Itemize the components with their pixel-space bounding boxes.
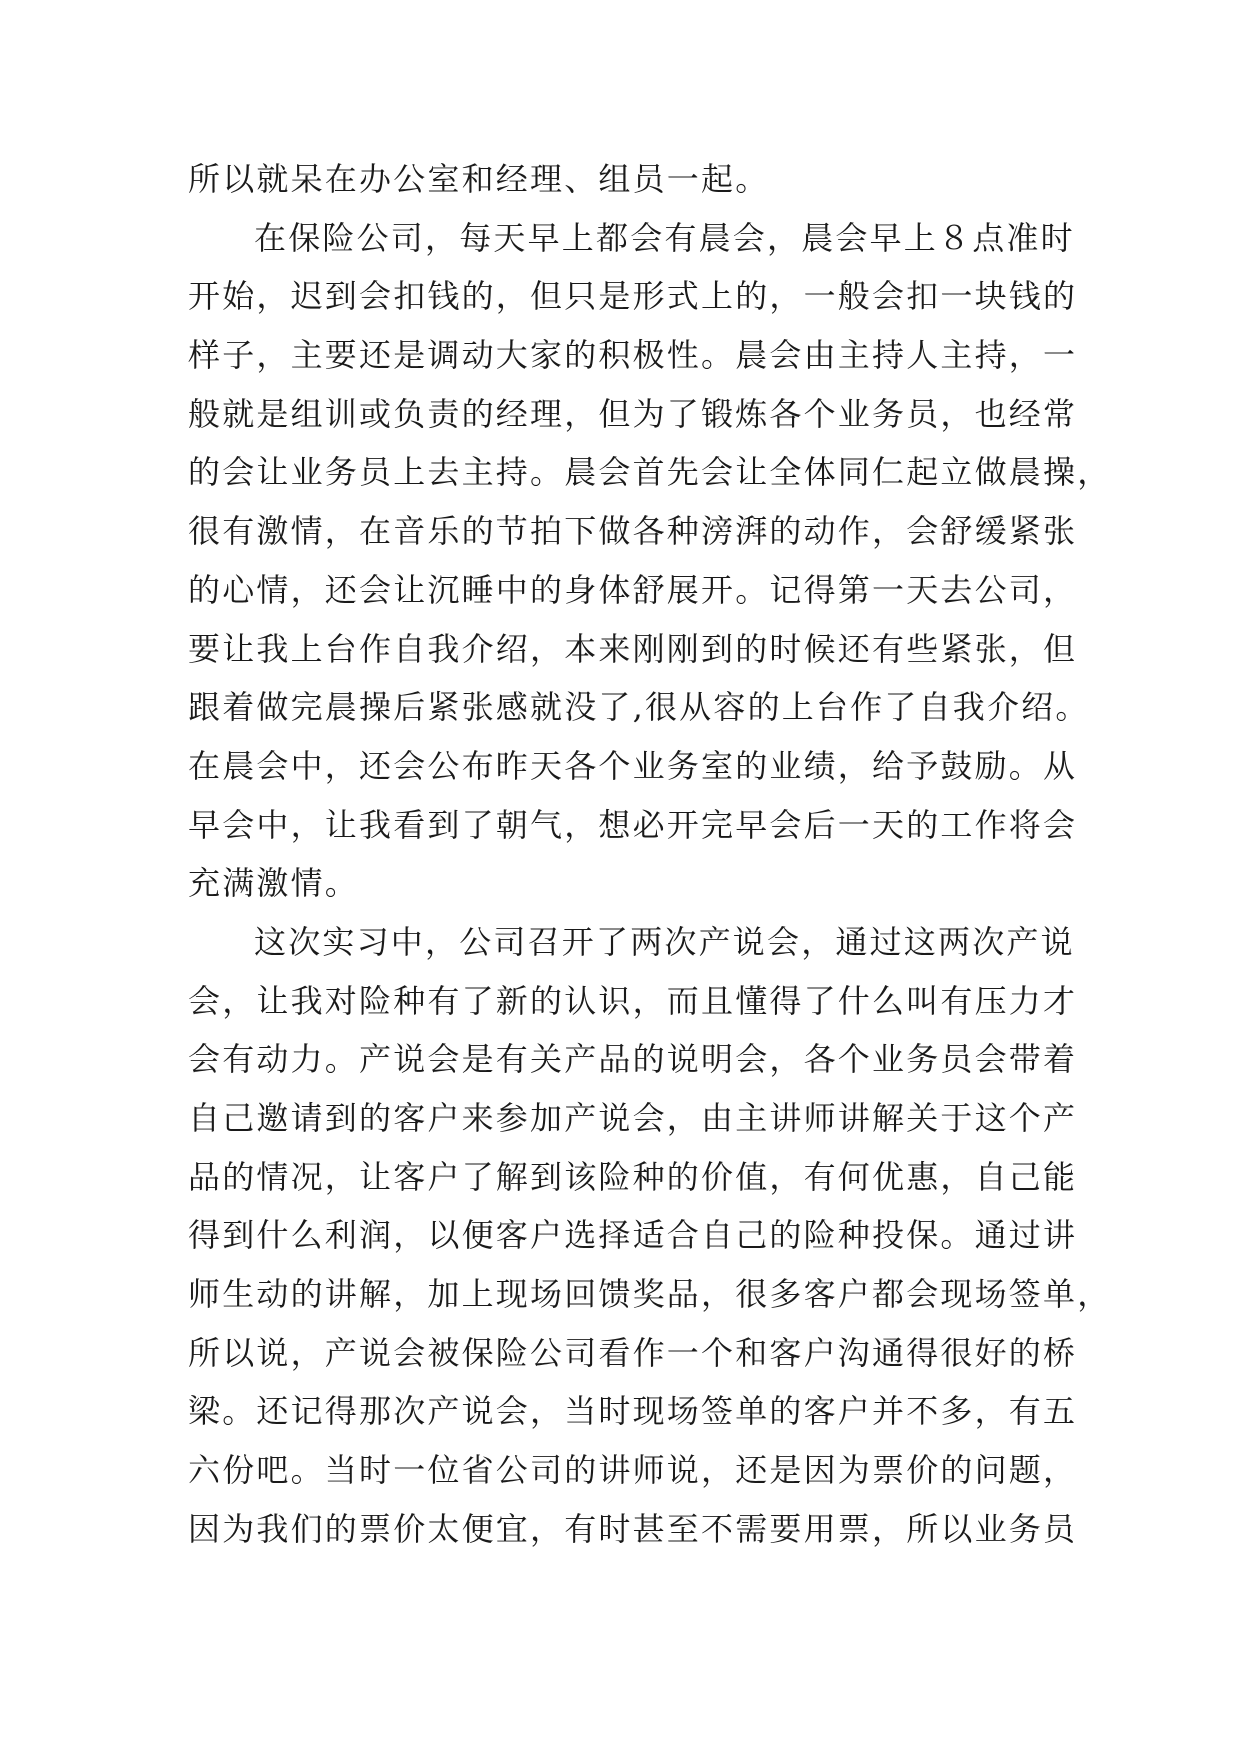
text-line: 要让我上台作自我介绍，本来刚刚到的时候还有些紧张，但 xyxy=(188,629,1078,668)
text-line: 会，让我对险种有了新的认识，而且懂得了什么叫有压力才 xyxy=(188,981,1078,1020)
text-line: 得到什么利润，以便客户选择适合自己的险种投保。通过讲 xyxy=(188,1216,1078,1255)
text-line: 会有动力。产说会是有关产品的说明会，各个业务员会带着 xyxy=(188,1040,1078,1079)
body-text xyxy=(188,150,1112,1559)
text-line: 品的情况，让客户了解到该险种的价值，有何优惠，自己能 xyxy=(188,1157,1078,1196)
text-line: 早会中，让我看到了朝气，想必开完早会后一天的工作将会 xyxy=(188,805,1078,844)
text-line: 的会让业务员上去主持。晨会首先会让全体同仁起立做晨操， xyxy=(188,453,1112,492)
text-line: 的心情，还会让沉睡中的身体舒展开。记得第一天去公司， xyxy=(188,570,1078,609)
text-line: 所以说，产说会被保险公司看作一个和客户沟通得很好的桥 xyxy=(188,1333,1078,1372)
text-line: 梁。还记得那次产说会，当时现场签单的客户并不多，有五 xyxy=(188,1392,1078,1431)
paragraph-first-line: 这次实习中，公司召开了两次产说会，通过这两次产说 xyxy=(254,922,1075,961)
text-line: 六份吧。当时一位省公司的讲师说，还是因为票价的问题， xyxy=(188,1451,1078,1490)
text-line: 开始，迟到会扣钱的，但只是形式上的，一般会扣一块钱的 xyxy=(188,277,1078,316)
text-line: 师生动的讲解，加上现场回馈奖品，很多客户都会现场签单， xyxy=(188,1275,1112,1314)
text-line: 充满激情。 xyxy=(188,864,360,903)
text-line: 般就是组训或负责的经理，但为了锻炼各个业务员，也经常 xyxy=(188,394,1078,433)
text-line: 样子，主要还是调动大家的积极性。晨会由主持人主持，一 xyxy=(188,336,1078,375)
text-line: 跟着做完晨操后紧张感就没了,很从容的上台作了自我介绍。 xyxy=(188,688,1090,727)
text-line: 因为我们的票价太便宜，有时甚至不需要用票，所以业务员 xyxy=(188,1509,1078,1548)
text-line: 自己邀请到的客户来参加产说会，由主讲师讲解关于这个产 xyxy=(188,1099,1078,1137)
text-line: 很有激情，在音乐的节拍下做各种滂湃的动作，会舒缓紧张 xyxy=(188,512,1078,551)
text-line: 所以就呆在办公室和经理、组员一起。 xyxy=(188,160,770,198)
paragraph-first-line: 在保险公司，每天早上都会有晨会，晨会早上８点准时 xyxy=(254,218,1075,257)
text-line: 在晨会中，还会公布昨天各个业务室的业绩，给予鼓励。从 xyxy=(188,746,1078,785)
